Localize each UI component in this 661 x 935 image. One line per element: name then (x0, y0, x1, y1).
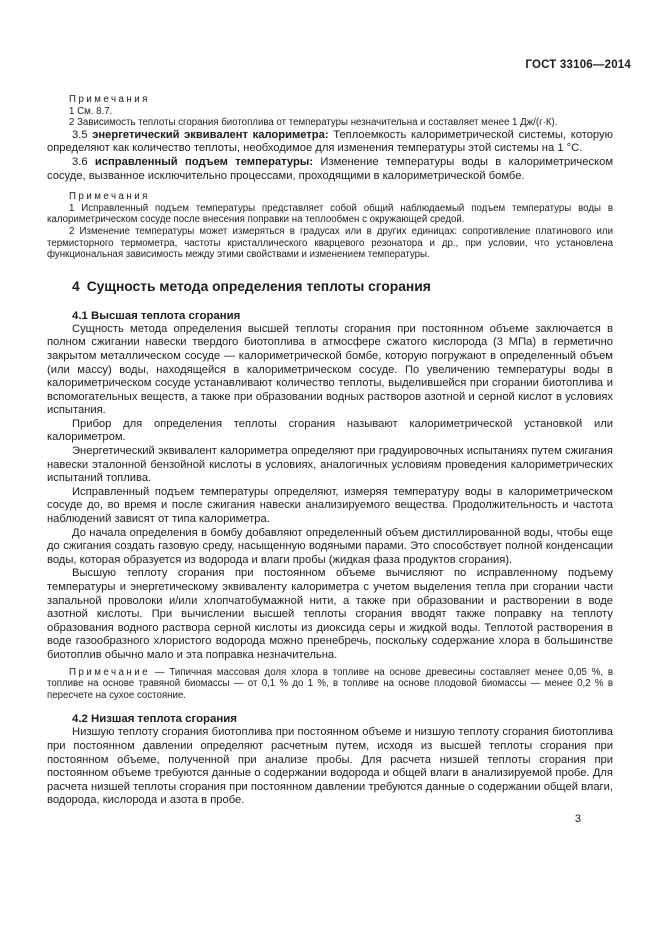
notes-label: Примечания (69, 191, 150, 203)
notes-label: Примечания (69, 94, 150, 105)
doc-code-header: ГОСТ 33106—2014 (525, 59, 631, 71)
term-text: Теплоемкость калориметрической системы, которую определяют как количество теплоты, необходимое для изменения температуры этой системы на 1 °С. (47, 128, 614, 155)
term-title: энергетический эквивалент калориметра: (92, 128, 329, 141)
note-label: Примечание (69, 666, 151, 678)
paragraph: Исправленный подъем температуры определяют, измеряя температуру воды в калориметрическом сосуде до, во время и после сжигания навески анализируемого вещества. Продолжительность и частота наблюдений зависят от типа калориметра. (47, 485, 613, 526)
page-content (47, 94, 613, 826)
paragraph: Высшую теплоту сгорания при постоянном объеме вычисляют по исправленному подъему температуры и энергетическому эквиваленту калориметра с учетом выделения тепла при сгорании части запальной проволоки и/или хлопчатобумажной нити, а также при образовании и растворении в воде азотной кислоты. При вычислении высшей теплоты сгорания вводят также поправку на теплоту образования водного раствора серной кислоты из диоксида серы и жидкой воды. Теплотой растворения в воде газообразного хлористого водорода можно пренебречь, поскольку содержание хлора в большинстве биотоплив обычно мало и эта поправка незначительна. (47, 567, 613, 661)
term-number: 3.6 (72, 155, 88, 168)
paragraph: Низшую теплоту сгорания биотоплива при постоянном объеме и низшую теплоту сгорания биотоплива при постоянном давлении определяют расчетным путем, исходя из высшей теплоты сгорания при постоянном объеме, полученной при анализе пробы. Для расчета низшей теплоты сгорания при постоянном объеме требуются данные о содержании водорода и общей влаги в анализируемой пробе. Для расчета низшей теплоты сгорания при постоянном давлении требуются данные о содержании общей влаги, водорода, кислорода и азота в пробе. (47, 726, 613, 807)
page-number: 3 (574, 812, 581, 825)
paragraph: Прибор для определения теплоты сгорания называют калориметрической установкой или калориметром. (47, 417, 613, 444)
note-item: 2 Изменение температуры может измеряться в градусах или в других единицах: сопротивление платинового или термисторного термометра, частоты кристаллического кварцевого резонатора и др., при условии, что установлена функциональная зависимость между этими свойствами и изменением температуры. (47, 225, 613, 261)
term-text: Изменение температуры воды в калориметрическом сосуде, вызванное исключительно процессами, проходящими в калориметрической бомбе. (47, 155, 614, 182)
subsection-4-1-heading: 4.1 Высшая теплота сгорания (72, 309, 241, 322)
note-block-4-1 (47, 667, 613, 702)
term-definition-3-5 (47, 129, 613, 156)
term-title: исправленный подъем температуры: (94, 155, 314, 168)
note-item: 1 См. 8.7. (69, 105, 113, 117)
term-definition-3-6 (47, 156, 613, 183)
paragraph: Сущность метода определения высшей теплоты сгорания при постоянном объеме заключается в полном сжигании навески твердого биотоплива в атмосфере сжатого кислорода (3 МПа) в герметично закрытом металлическом сосуде — калориметрической бомбе, которую погружают в определенный объем (или массу) воды, находящейся в калориметрическом сосуде. По увеличению температуры воды в калориметрическом сосуде устанавливают количество теплоты, выделившейся при сгорании биотоплива и вспомогательных веществ, а также при образовании водных растворов азотной и серной кислот в условиях испытания. (47, 322, 613, 417)
section-title: Сущность метода определения теплоты сгорания (86, 278, 431, 294)
notes-block-2 (47, 191, 613, 261)
term-number: 3.5 (72, 128, 88, 141)
paragraph: До начала определения в бомбу добавляют определенный объем дистиллированной воды, чтобы еще до сжигания создать газовую среду, насыщенную водяными парами. Это способствует полной конденсации воды, которая образуется из водорода и влаги пробы (жидкая фаза продуктов сгорания). (47, 526, 613, 566)
note-text: — Типичная массовая доля хлора в топливе на основе древесины составляет менее 0,05 %, в топливе на основе травяной биомассы — от 0,1 % до 1 %, в топливе на основе плодовой биомассы — менее 0,2 % в пересчете на сухое состояние. (47, 666, 613, 701)
paragraph: Энергетический эквивалент калориметра определяют при градуировочных испытаниях путем сжигания навески эталонной бензойной кислоты в условиях, аналогичных условиям проведения калориметрических испытаний топлива. (47, 445, 613, 485)
subsection-4-2-heading: 4.2 Низшая теплота сгорания (72, 713, 237, 726)
note-item: 1 Исправленный подъем температуры представляет собой общий наблюдаемый подъем температуры воды в калориметрическом сосуде после внесения поправки на теплообмен с окружающей средой. (47, 202, 613, 226)
note-item: 2 Зависимость теплоты сгорания биотоплива от температуры незначительна и составляет менее 1 Дж/(г·К). (69, 117, 558, 129)
section-number: 4 (72, 278, 80, 294)
section-4-heading (72, 279, 613, 295)
notes-block-1 (47, 94, 613, 129)
